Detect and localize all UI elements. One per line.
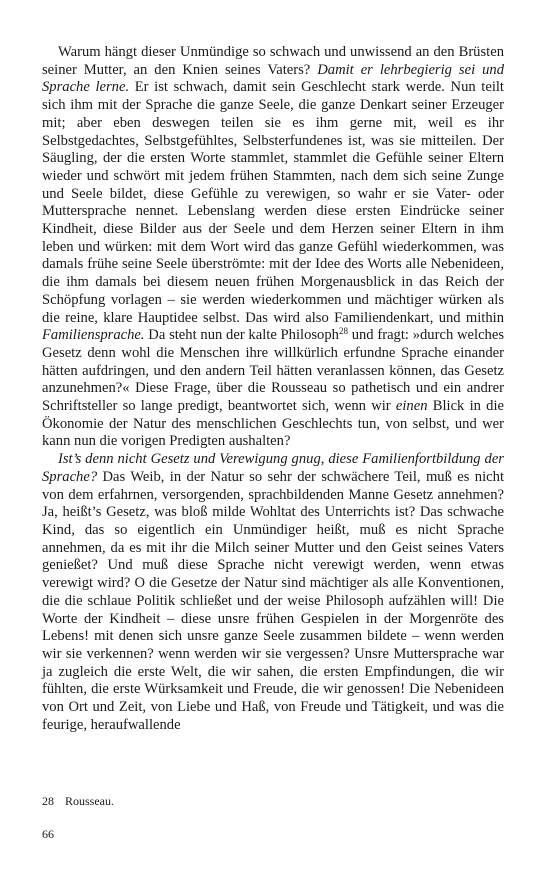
paragraph-2	[42, 451, 504, 734]
footnote-ref: 28	[338, 326, 348, 337]
footnote-number: 28	[42, 794, 54, 808]
italic-text: Familiensprache.	[42, 327, 145, 344]
paragraph-1	[42, 44, 504, 451]
text-segment: Das Weib, in der Natur so sehr der schwächere Teil, muß es nicht von dem erfahrnen, versorgenden, sprachbildenden Manne Gesetz annehmen? Ja, heißt’s Gesetz, was bloß milde Wohltat des Unterrichts ist? Das schwache Kind, das so eigentlich ein Unmündiger heißt, muß es nicht Sprache annehmen, da es mit ihr die Milch seiner Mutter und den Geist seines Vaters genießet? Und muß diese Sprache nicht verewigt werden, wenn etwas verewigt wird? O die Gesetze der Natur sind mächtiger als alle Konventionen, die die schlaue Politik schließet und der weise Philosoph aufzählen will! Die Worte der Kindheit – diese unsre frühen Gespielen in der Morgenröte des Lebens! mit denen sich unsre ganze Seele zusammen bildete – wenn werden wir sie verkennen? wenn werden wir sie vergessen? Unsre Muttersprache war ja zugleich die erste Welt, die wir sahen, die ersten Empfindungen, die wir fühlten, die erste Würksamkeit und Freude, die wir genossen! Die Nebenideen von Ort und Zeit, von Liebe und Haß, von Freude und Tätigkeit, und was die feurige, heraufwallende	[42, 468, 504, 733]
text-segment: Er ist schwach, damit sein Geschlecht stark werde. Nun teilt sich ihm mit der Sprache die ganze Seele, die ganze Denkart seiner Erzeuger mit; aber eben deswegen teilen sie es ihm gerne mit, weil es ihr Selbstgedachtes, Selbstgefühltes, Selbsterfundenes ist, was sie mitteilen. Der Säugling, der die ersten Worte stammlet, stammlet die Gefühle seiner Eltern wieder und schwört mit jedem frühen Stammten, nach dem sich seine Zunge und Seele bildet, diese Gefühle zu verewigen, so wahr er sie Vater- oder Muttersprache nennet. Lebenslang werden diese ersten Eindrücke seiner Kindheit, diese Bilder aus der Seele und dem Herzen seiner Eltern in ihm leben und würken: mit dem Wort wird das ganze Gefühl wiederkommen, was damals frühe seine Seele überströmte: mit der Idee des Worts alle Nebenideen, die ihm damals bei diesem neuen frühen Morgenausblick in das Reich der Schöpfung vorlagen – sie werden wiederkommen und mächtiger würken als die reine, klare Hauptidee selbst. Das wird also Familiendenkart, und mithin	[42, 79, 504, 326]
page-body	[42, 44, 504, 734]
text-segment: Blick in die Ökonomie der Natur des menschlichen Geschlechts tun, von selbst, und wer kann nun die vorigen Predigten aushalten?	[42, 398, 504, 450]
text-segment: Da steht nun der kalte Philosoph	[144, 327, 339, 344]
footnote	[42, 794, 114, 809]
text-segment: und fragt: »durch welches Gesetz denn wohl die Menschen ihre willkürlich erfundne Sprache einander hätten aufdringen, und den andern Teil hätten veranlassen können, das Gesetz anzunehmen?« Diese Frage, über die Rousseau so pathetisch und ein andrer Schriftsteller so lange predigt, beantwortet sich, wenn wir	[42, 327, 504, 415]
italic-text: Damit er lehrbegierig sei und Sprache lerne.	[42, 61, 504, 96]
text-segment: Warum hängt dieser Unmündige so schwach und unwissend an den Brüsten seiner Mutter, an den Knien seines Vaters?	[42, 44, 504, 78]
italic-text: einen	[395, 398, 428, 415]
page-number: 66	[42, 827, 54, 841]
italic-text: Ist’s denn nicht Gesetz und Verewigung gnug, diese Familienfortbildung der Sprache?	[42, 451, 504, 485]
footnote-text: Rousseau.	[65, 794, 114, 808]
